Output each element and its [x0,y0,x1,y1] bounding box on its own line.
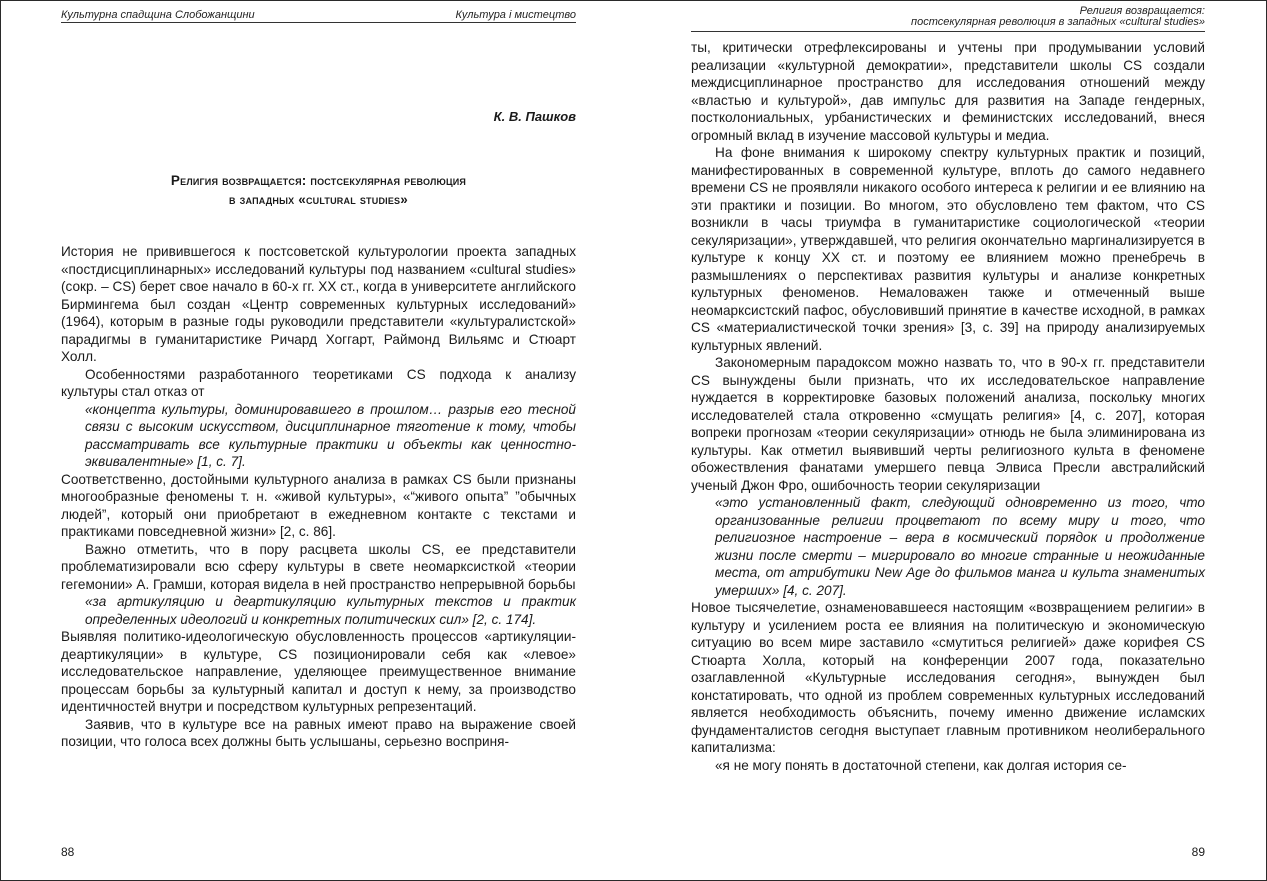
body-text [691,39,1205,774]
paragraph: «я не могу понять в достаточной степени, как долгая история се- [715,757,1127,773]
title-line-2: в западных «cultural studies» [229,192,408,207]
running-header [61,8,576,23]
paragraph: Особенностями разработанного теоретиками CS подхода к анализу культуры стал отказ от [61,366,576,399]
right-page [634,1,1266,880]
paragraph: Новое тысячелетие, ознаменовавшееся настоящим «возвращением религии» в культуру и усилением роста ее влияния на политическую и экономическую ситуацию во всем мире заставило «смутиться религией» даже корифея CS Стюарта Холла, который на конференции 2007 года, показательно озаглавленной «Культурные исследования сегодня», вынужден был констатировать, что одной из проблем современных культурных исследований является необходимость объяснить, почему именно движение исламских фундаменталистов сегодня выступает главным противником неолиберального капитализма: [691,600,1205,755]
article-title [61,171,576,209]
paragraph: Закономерным парадоксом можно назвать то, что в 90-х гг. представители CS вынуждены были признать, что их исследовательское направление нуждается в корректировке базовых положений анализа, поскольку многих исследователей стала откровенно «смущать религия» [4, с. 207], которая вопреки прогнозам «теории секуляризации» отнюдь не была элиминирована из культуры. Как отметил выявивший черты религиозного культа в феномене обожествления фанатами умершего певца Элвиса Пресли австралийский ученый Джон Фро, ошибочность теории секуляризации [691,355,1205,493]
section-title: Культура і мистецтво [455,9,576,21]
header-line-2: постсекулярная революция в западных «cultural studies» [911,16,1205,28]
journal-title: Культурна спадщина Слобожанщини [61,9,255,21]
paragraph: ты, критически отрефлексированы и учтены при продумывании условий реализации «культурной демократии», представители школы CS создали междисциплинарное пространство для исследования отношений между «властью и культурой», дав импульс для развития на Западе гендерных, постколониальных, урбанистических и феминистских исследований, внеся огромный вклад в изучение массовой культуры и медиа. [691,40,1205,143]
paragraph: Выявляя политико-идеологическую обусловленность процессов «артикуляции-деартикуляции» в культуре, CS позиционировали себя как «левое» исследовательское направление, уделяющее преимущественное внимание процессам борьбы за культурный капитал и доступ к нему, за производство идентичностей внутри и посредством культурных репрезентаций. [61,629,576,714]
block-quote: «концепта культуры, доминировавшего в прошлом… разрыв его тесной связи с высоким искусством, дисциплинарное тяготение к тому, чтобы рассматривать все культурные практики и объекты как ценностно-эквивалентные» [1, с. 7]. [85,401,576,469]
paragraph: На фоне внимания к широкому спектру культурных практик и позиций, манифестированных в современной культуре, вплоть до самого недавнего времени CS не проявляли никакого особого интереса к религии и ее влиянию на эти практики и позиции. Во многом, это обусловлено тем фактом, что CS возникли в часы триумфа в гуманитаристике социологической «теории секуляризации», утверждавшей, что религия окончательно маргинализируется в культуре к концу XX ст. и поэтому ее влиянием можно пренебречь в размышлениях о перспективах развития культуры и анализе конкретных культурных феноменов. Немаловажен также и отмеченный выше неомарксистский пафос, обусловивший принятие в качестве исходной, в рамках CS «материалистической точки зрения» [3, с. 39] на природу анализируемых культурных явлений. [691,145,1205,353]
body-text [61,243,576,751]
paragraph: История не привившегося к постсоветской культурологии проекта западных «постдисциплинарных» исследований культуры под названием «cultural studies» (сокр. – CS) берет свое начало в 60-х гг. XX ст., когда в университете английского Бирмингема был создан «Центр современных культурных исследований» (1964), которым в разные годы руководили представители «культуралистской» парадигмы в гуманитаристике Ричард Хоггарт, Раймонд Вильямс и Стюарт Холл. [61,244,576,364]
header-line-1: Религия возвращается: [1079,5,1205,17]
left-page [1,1,634,880]
title-line-1: Религия возвращается: постсекулярная революция [170,173,467,188]
article-author: К. В. Пашков [493,109,576,124]
paragraph: Соответственно, достойными культурного анализа в рамках CS были признаны многообразные феномены т. н. «живой культуры», «“живого опыта” ”обычных людей”, который они приобретают в ежедневном контакте с текстами и практиками повседневной жизни» [2, с. 86]. [61,471,576,539]
block-quote: «это установленный факт, следующий одновременно из того, что организованные религии процветают по всему миру и того, что религиозное настроение – вера в космический порядок и продолжение жизни после смерти – мигрировало во многие странные и неожиданные места, от атрибутики New Age до фильмов манга и культа знаменитых умерших» [4, с. 207]. [715,495,1205,598]
block-quote: «за артикуляцию и деартикуляцию культурных текстов и практик определенных идеологий и конкретных политических сил» [2, с. 174]. [85,594,576,627]
running-header [691,6,1205,32]
page-number: 89 [1191,845,1205,859]
page-number: 88 [61,845,75,859]
paragraph: Важно отметить, что в пору расцвета школы CS, ее представители проблематизировали всю сферу культуры в свете неомарксисткой «теории гегемонии» А. Грамши, которая видела в ней пространство непрерывной борьбы [61,541,576,592]
paragraph: Заявив, что в культуре все на равных имеют право на выражение своей позиции, что голоса всех должны быть услышаны, серьезно восприня- [61,716,576,749]
